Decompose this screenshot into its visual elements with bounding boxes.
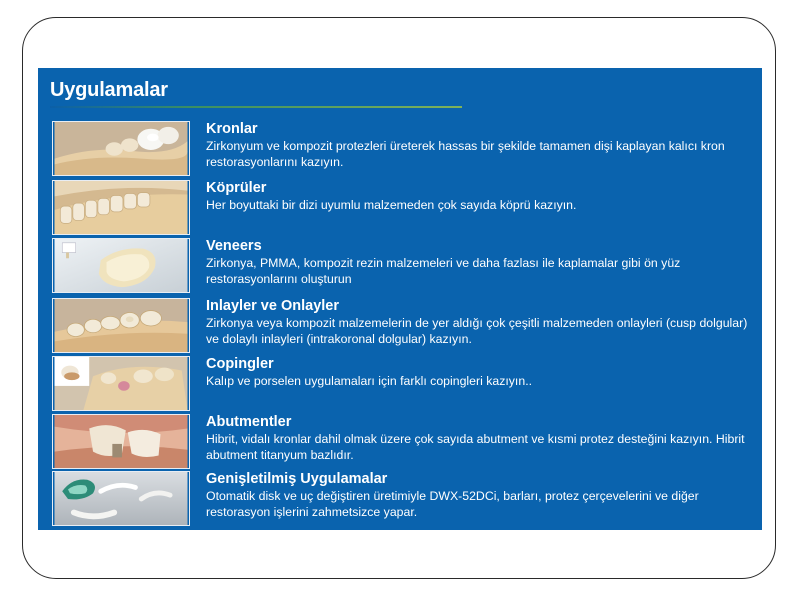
panel-title: Uygulamalar — [50, 79, 168, 101]
item-description: Zirkonya, PMMA, kompozit rezin malzemeleri ve daha fazlası ile kaplamalar gibi ön yüz restorasyonlarını oluşturun — [206, 256, 681, 286]
coping-photo-icon — [52, 356, 190, 411]
item-title: Kronlar — [206, 121, 258, 137]
item-description: Zirkonyum ve kompozit protezleri üreterek hassas bir şekilde tamamen dişi kaplayan kalıcı kron restorasyonlarını kazıyın. — [206, 139, 725, 169]
veneer-photo-icon — [52, 238, 190, 293]
item-title: Köprüler — [206, 180, 267, 196]
crown-teeth-photo-icon — [52, 121, 190, 176]
item-title: Genişletilmiş Uygulamalar — [206, 471, 388, 487]
item-title: Abutmentler — [206, 414, 292, 430]
item-title: Inlayler ve Onlayler — [206, 298, 339, 314]
item-title: Copingler — [206, 356, 274, 372]
item-title: Veneers — [206, 238, 262, 254]
inlay-onlay-photo-icon — [52, 298, 190, 353]
bridge-teeth-photo-icon — [52, 180, 190, 235]
item-description: Kalıp ve porselen uygulamaları için farklı copingleri kazıyın.. — [206, 374, 533, 388]
applications-panel — [38, 68, 762, 530]
abutment-photo-icon — [52, 414, 190, 469]
extended-applications-photo-icon — [52, 471, 190, 526]
item-description: Otomatik disk ve uç değiştiren üretimiyle DWX-52DCi, barları, protez çerçevelerini ve diğer restorasyon işlerini zahmetsizce yapar. — [206, 489, 699, 519]
item-description: Zirkonya veya kompozit malzemelerin de yer aldığı çok çeşitli malzemeden onlayleri (cusp dolgular) ve dolaylı inlayleri (intrakoronal dolgular) kazıyın. — [206, 316, 748, 346]
item-description: Her boyuttaki bir dizi uyumlu malzemeden çok sayıda köprü kazıyın. — [206, 198, 577, 212]
title-underline — [50, 106, 462, 108]
item-description: Hibrit, vidalı kronlar dahil olmak üzere çok sayıda abutment ve kısmi protez desteğini kazıyın. Hibrit abutment titanyum bazlıdır. — [206, 432, 745, 462]
